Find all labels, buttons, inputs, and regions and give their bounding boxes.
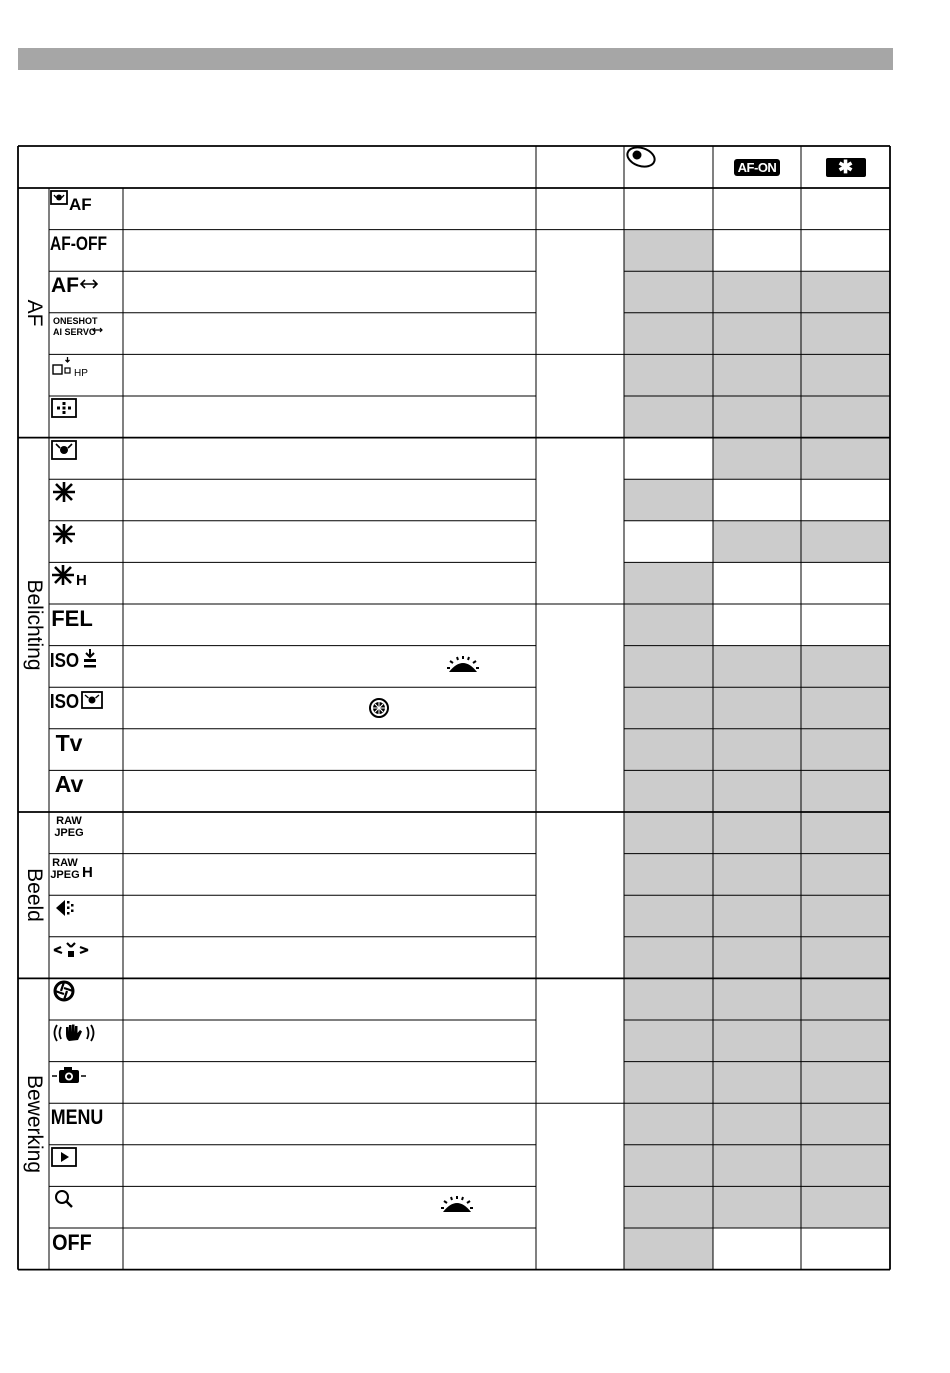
shaded-cell xyxy=(801,895,890,937)
shaded-cell xyxy=(624,562,713,604)
svg-text:JPEG: JPEG xyxy=(50,868,80,881)
function-icon-cell xyxy=(49,1186,123,1228)
svg-text:FEL: FEL xyxy=(51,606,93,631)
shaded-cell xyxy=(801,937,890,979)
shaded-cell xyxy=(713,812,801,854)
function-icon-cell xyxy=(49,937,123,979)
shaded-cell xyxy=(624,978,713,1020)
function-assignment-table xyxy=(18,146,890,1270)
shaded-cell xyxy=(801,854,890,896)
shaded-cell xyxy=(624,230,713,272)
function-icon-cell xyxy=(49,687,123,729)
shaded-cell xyxy=(713,313,801,355)
function-icon-cell xyxy=(49,230,123,272)
shaded-cell xyxy=(624,729,713,771)
shaded-cell xyxy=(713,1020,801,1062)
shaded-cell xyxy=(713,770,801,812)
group-label-text: Belichting xyxy=(22,579,46,671)
shaded-cell xyxy=(801,313,890,355)
function-icon-cell xyxy=(49,646,123,688)
shaded-cell xyxy=(624,479,713,521)
shaded-cell xyxy=(801,521,890,563)
svg-text:AF: AF xyxy=(69,195,92,214)
svg-text:ISO: ISO xyxy=(49,689,80,713)
svg-text:Av: Av xyxy=(54,771,84,798)
shaded-cell xyxy=(801,1103,890,1145)
shaded-cell xyxy=(624,895,713,937)
shaded-cell xyxy=(801,354,890,396)
svg-text:H: H xyxy=(82,863,93,881)
svg-text:H: H xyxy=(76,572,87,590)
group-label-text: Bewerking xyxy=(22,1074,46,1174)
svg-text:JPEG: JPEG xyxy=(54,827,84,839)
shaded-cell xyxy=(801,1145,890,1187)
shaded-cell xyxy=(801,1020,890,1062)
shaded-cell xyxy=(801,1062,890,1104)
shaded-cell xyxy=(624,770,713,812)
table-grid-lines xyxy=(18,146,890,1270)
af-on-header xyxy=(713,146,801,188)
function-icon-cell xyxy=(49,438,123,480)
svg-text:Tv: Tv xyxy=(55,729,83,756)
shaded-cell xyxy=(801,438,890,480)
function-icon-cell xyxy=(49,1145,123,1187)
shaded-cell xyxy=(801,687,890,729)
shaded-cell xyxy=(713,1103,801,1145)
svg-text:ONESHOT: ONESHOT xyxy=(53,315,98,326)
shaded-cell xyxy=(624,687,713,729)
section-header-bar xyxy=(18,48,893,70)
shaded-cell xyxy=(624,313,713,355)
shaded-cell xyxy=(624,1062,713,1104)
shaded-cell xyxy=(624,1145,713,1187)
shaded-cell xyxy=(713,521,801,563)
group-label xyxy=(18,438,49,812)
function-icon-cell xyxy=(49,895,123,937)
function-icon-cell xyxy=(49,854,123,896)
shaded-cell xyxy=(713,937,801,979)
shaded-cell xyxy=(801,1186,890,1228)
shaded-cell xyxy=(624,1103,713,1145)
shaded-cell xyxy=(713,1186,801,1228)
shaded-cell xyxy=(624,1228,713,1270)
shaded-cell xyxy=(624,604,713,646)
shaded-cell xyxy=(713,646,801,688)
shaded-cell xyxy=(801,770,890,812)
shaded-cell xyxy=(801,271,890,313)
shaded-cell xyxy=(713,438,801,480)
function-icon-cell xyxy=(49,770,123,812)
function-icon-cell xyxy=(49,729,123,771)
function-icon-cell xyxy=(49,1228,123,1270)
shaded-cell xyxy=(713,271,801,313)
eye-sensor-icon xyxy=(624,146,658,168)
function-icon-cell xyxy=(49,479,123,521)
shaded-cell xyxy=(801,978,890,1020)
shaded-cell xyxy=(713,354,801,396)
svg-text:RAW: RAW xyxy=(52,856,78,869)
group-label xyxy=(18,978,49,1269)
shaded-cell xyxy=(624,354,713,396)
function-icon-cell xyxy=(49,978,123,1020)
shaded-cell xyxy=(624,1020,713,1062)
function-icon-cell xyxy=(49,812,123,854)
shaded-cell xyxy=(801,646,890,688)
shaded-cell xyxy=(713,396,801,438)
shaded-cell xyxy=(801,812,890,854)
function-icon-cell xyxy=(49,562,123,604)
group-label xyxy=(18,188,49,438)
svg-text:AF: AF xyxy=(51,274,79,298)
shaded-cell xyxy=(713,1145,801,1187)
function-icon-cell xyxy=(49,521,123,563)
function-icon-cell xyxy=(49,1103,123,1145)
shaded-cell xyxy=(801,729,890,771)
group-label-text: AF xyxy=(22,299,46,327)
function-icon-cell xyxy=(49,1020,123,1062)
shaded-cell xyxy=(624,937,713,979)
shaded-cell xyxy=(713,854,801,896)
ae-lock-header xyxy=(801,146,890,188)
eye-sensor-header xyxy=(624,146,713,188)
af-on-button-icon: AF-ON xyxy=(734,159,781,176)
function-icon-cell xyxy=(49,396,123,438)
function-icon-cell xyxy=(49,354,123,396)
shaded-cell xyxy=(624,396,713,438)
shaded-cell xyxy=(713,1062,801,1104)
shaded-cell xyxy=(713,978,801,1020)
svg-text:RAW: RAW xyxy=(56,815,82,827)
group-label xyxy=(18,812,49,978)
shaded-cell xyxy=(624,1186,713,1228)
shaded-cell xyxy=(624,646,713,688)
function-icon-cell xyxy=(49,313,123,355)
svg-text:ISO: ISO xyxy=(49,648,80,671)
shaded-cell xyxy=(624,812,713,854)
group-label-text: Beeld xyxy=(22,868,46,923)
svg-text:OFF: OFF xyxy=(52,1231,92,1256)
svg-text:HP: HP xyxy=(74,368,88,380)
function-icon-cell xyxy=(49,188,123,230)
svg-text:AI SERVO: AI SERVO xyxy=(53,326,96,337)
ae-lock-button-icon: ✱ xyxy=(826,158,866,177)
function-icon-cell xyxy=(49,271,123,313)
shaded-cell xyxy=(713,895,801,937)
svg-text:MENU: MENU xyxy=(50,1105,104,1130)
shaded-cell xyxy=(713,687,801,729)
shaded-cell xyxy=(624,271,713,313)
svg-text:AF-OFF: AF-OFF xyxy=(49,232,108,254)
shaded-cell xyxy=(624,854,713,896)
function-icon-cell xyxy=(49,1062,123,1104)
shaded-cell xyxy=(801,396,890,438)
function-icon-cell xyxy=(49,604,123,646)
shaded-cell xyxy=(713,729,801,771)
